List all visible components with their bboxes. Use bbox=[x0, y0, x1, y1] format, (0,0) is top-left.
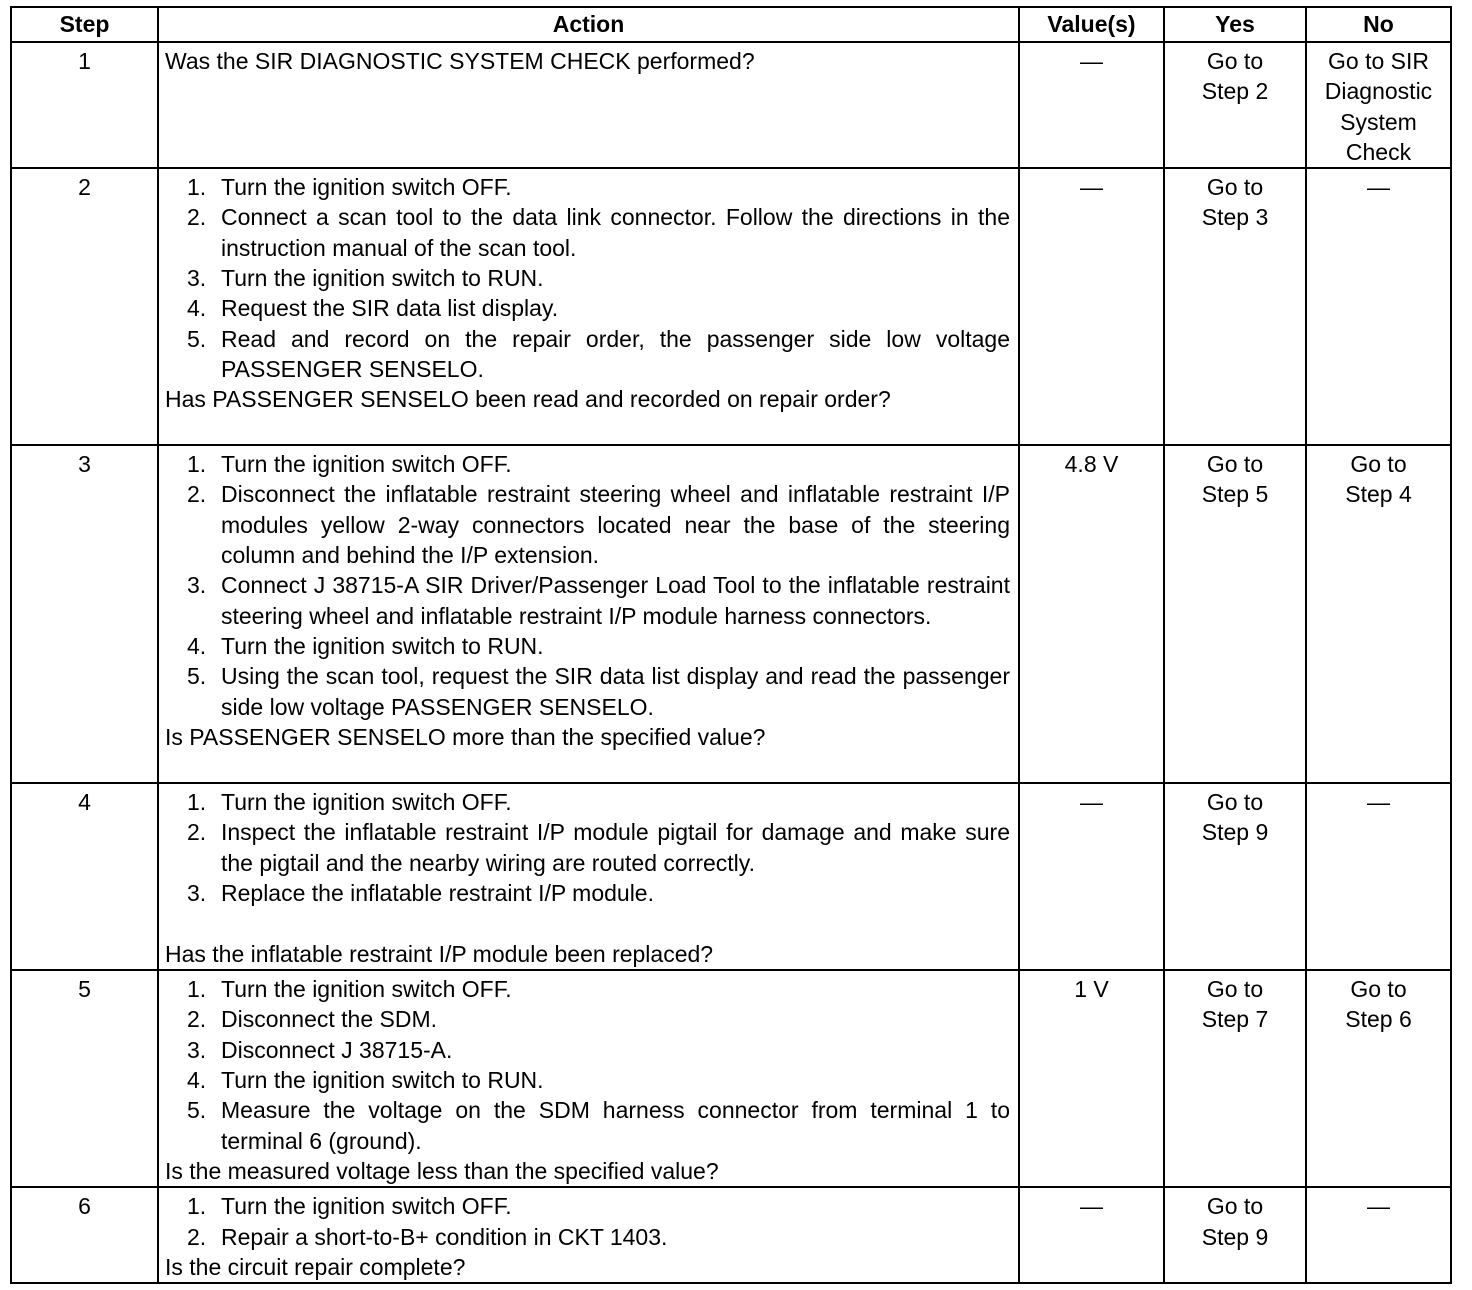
yes-cell-line: Go to bbox=[1206, 789, 1264, 816]
substep-number: 3. bbox=[187, 880, 207, 907]
substep-item bbox=[187, 1065, 1010, 1095]
substep-number: 4. bbox=[187, 295, 207, 322]
table-body bbox=[11, 42, 1451, 1283]
substep-item bbox=[187, 661, 1010, 722]
substep-text: Disconnect the inflatable restraint steering wheel and inflatable restraint I/P modules yellow 2-way connectors located near the base of the steering column and behind the I/P extension. bbox=[221, 481, 1010, 569]
substep-list bbox=[165, 1191, 1010, 1252]
substep-text: Turn the ignition switch OFF. bbox=[221, 1193, 512, 1220]
yes-cell-line: Step 7 bbox=[1201, 1006, 1269, 1033]
action-cell bbox=[158, 445, 1019, 783]
step-question: Is the circuit repair complete? bbox=[165, 1253, 466, 1280]
yes-cell-line: Step 9 bbox=[1201, 819, 1269, 846]
step-question: Is PASSENGER SENSELO more than the specified value? bbox=[165, 723, 766, 750]
yes-cell bbox=[1164, 783, 1306, 970]
substep-text: Connect J 38715-A SIR Driver/Passenger Load Tool to the inflatable restraint steering wheel and inflatable restraint I/P module harness connectors. bbox=[221, 572, 1010, 629]
action-cell bbox=[158, 970, 1019, 1187]
substep-text: Request the SIR data list display. bbox=[221, 295, 559, 322]
no-cell bbox=[1306, 1187, 1451, 1283]
substep-item bbox=[187, 263, 1010, 293]
header-yes: Yes bbox=[1164, 7, 1306, 42]
substep-item bbox=[187, 631, 1010, 661]
substep-text: Repair a short-to-B+ condition in CKT 1403. bbox=[221, 1223, 668, 1250]
no-cell-line: System bbox=[1340, 108, 1417, 135]
substep-number: 5. bbox=[187, 1097, 207, 1124]
table-row bbox=[11, 970, 1451, 1187]
yes-cell-line: Go to bbox=[1206, 174, 1264, 201]
header-no: No bbox=[1306, 7, 1451, 42]
substep-number: 4. bbox=[187, 632, 207, 659]
header-action: Action bbox=[158, 7, 1019, 42]
no-cell bbox=[1306, 168, 1451, 445]
header-row bbox=[11, 7, 1451, 42]
substep-item bbox=[187, 324, 1010, 385]
substep-item bbox=[187, 1095, 1010, 1156]
substep-text: Using the scan tool, request the SIR data list display and read the passenger side low voltage PASSENGER SENSELO. bbox=[221, 663, 1010, 720]
table-row bbox=[11, 783, 1451, 970]
substep-item bbox=[187, 787, 1010, 817]
no-cell bbox=[1306, 42, 1451, 168]
value-cell: — bbox=[1019, 42, 1164, 168]
substep-text: Turn the ignition switch OFF. bbox=[221, 174, 512, 201]
substep-item bbox=[187, 570, 1010, 631]
blank-line bbox=[165, 908, 1010, 938]
no-cell-line: — bbox=[1367, 1193, 1390, 1220]
yes-cell bbox=[1164, 1187, 1306, 1283]
table-row bbox=[11, 168, 1451, 445]
yes-cell-line: Step 5 bbox=[1201, 481, 1269, 508]
action-cell bbox=[158, 783, 1019, 970]
value-cell: 1 V bbox=[1019, 970, 1164, 1187]
substep-item bbox=[187, 449, 1010, 479]
no-cell bbox=[1306, 970, 1451, 1187]
substep-list bbox=[165, 974, 1010, 1156]
substep-text: Turn the ignition switch OFF. bbox=[221, 789, 512, 816]
table-row bbox=[11, 42, 1451, 168]
substep-text: Turn the ignition switch to RUN. bbox=[221, 632, 544, 659]
substep-number: 1. bbox=[187, 174, 207, 201]
substep-text: Measure the voltage on the SDM harness connector from terminal 1 to terminal 6 (ground). bbox=[221, 1097, 1010, 1154]
substep-list bbox=[165, 787, 1010, 908]
value-cell: — bbox=[1019, 1187, 1164, 1283]
substep-number: 2. bbox=[187, 1006, 207, 1033]
no-cell-line: Diagnostic bbox=[1324, 78, 1433, 105]
header-values: Value(s) bbox=[1019, 7, 1164, 42]
substep-item bbox=[187, 1035, 1010, 1065]
step-number: 6 bbox=[11, 1187, 158, 1283]
step-number: 4 bbox=[11, 783, 158, 970]
yes-cell-line: Go to bbox=[1206, 1193, 1264, 1220]
substep-item bbox=[187, 878, 1010, 908]
substep-number: 3. bbox=[187, 572, 207, 599]
substep-number: 4. bbox=[187, 1067, 207, 1094]
action-cell bbox=[158, 168, 1019, 445]
substep-number: 2. bbox=[187, 1223, 207, 1250]
substep-item bbox=[187, 974, 1010, 1004]
yes-cell bbox=[1164, 445, 1306, 783]
table-row bbox=[11, 445, 1451, 783]
substep-number: 5. bbox=[187, 325, 207, 352]
no-cell-line: Step 4 bbox=[1345, 481, 1412, 508]
step-question: Has PASSENGER SENSELO been read and recorded on repair order? bbox=[165, 386, 891, 413]
substep-item bbox=[187, 479, 1010, 570]
value-cell: — bbox=[1019, 783, 1164, 970]
substep-item bbox=[187, 1004, 1010, 1034]
substep-text: Connect a scan tool to the data link connector. Follow the directions in the instruction manual of the scan tool. bbox=[221, 204, 1010, 261]
yes-cell bbox=[1164, 970, 1306, 1187]
step-question: Is the measured voltage less than the specified value? bbox=[165, 1157, 719, 1184]
substep-item bbox=[187, 1191, 1010, 1221]
no-cell-line: Go to bbox=[1350, 976, 1407, 1003]
yes-cell-line: Go to bbox=[1206, 48, 1264, 74]
yes-cell-line: Go to bbox=[1206, 976, 1264, 1003]
no-cell-line: Step 6 bbox=[1345, 1006, 1412, 1033]
substep-number: 3. bbox=[187, 265, 207, 292]
yes-cell bbox=[1164, 42, 1306, 168]
header-step: Step bbox=[11, 7, 158, 42]
substep-number: 2. bbox=[187, 481, 207, 508]
substep-item bbox=[187, 1222, 1010, 1252]
substep-number: 1. bbox=[187, 976, 207, 1003]
substep-text: Turn the ignition switch OFF. bbox=[221, 451, 512, 478]
step-question: Was the SIR DIAGNOSTIC SYSTEM CHECK performed? bbox=[165, 48, 755, 74]
yes-cell-line: Step 2 bbox=[1201, 78, 1269, 105]
diagnostic-table bbox=[10, 6, 1452, 1284]
step-number: 2 bbox=[11, 168, 158, 445]
yes-cell bbox=[1164, 168, 1306, 445]
substep-number: 5. bbox=[187, 663, 207, 690]
value-cell: 4.8 V bbox=[1019, 445, 1164, 783]
value-cell: — bbox=[1019, 168, 1164, 445]
action-cell bbox=[158, 42, 1019, 168]
no-cell-line: Check bbox=[1345, 138, 1412, 165]
substep-item bbox=[187, 172, 1010, 202]
substep-number: 3. bbox=[187, 1036, 207, 1063]
substep-text: Disconnect J 38715-A. bbox=[221, 1036, 453, 1063]
no-cell-line: Go to SIR bbox=[1328, 48, 1429, 74]
substep-text: Disconnect the SDM. bbox=[221, 1006, 438, 1033]
substep-text: Turn the ignition switch OFF. bbox=[221, 976, 512, 1003]
substep-number: 1. bbox=[187, 1193, 207, 1220]
yes-cell-line: Step 9 bbox=[1201, 1223, 1269, 1250]
substep-number: 2. bbox=[187, 204, 207, 231]
substep-item bbox=[187, 202, 1010, 263]
substep-text: Turn the ignition switch to RUN. bbox=[221, 1067, 544, 1094]
substep-text: Read and record on the repair order, the passenger side low voltage PASSENGER SENSELO. bbox=[221, 325, 1010, 382]
yes-cell-line: Step 3 bbox=[1201, 204, 1269, 231]
substep-number: 2. bbox=[187, 819, 207, 846]
step-number: 3 bbox=[11, 445, 158, 783]
no-cell-line: Go to bbox=[1350, 451, 1407, 478]
substep-number: 1. bbox=[187, 451, 207, 478]
substep-text: Inspect the inflatable restraint I/P module pigtail for damage and make sure the pigtail and the nearby wiring are routed correctly. bbox=[221, 819, 1010, 876]
step-question: Has the inflatable restraint I/P module been replaced? bbox=[165, 940, 714, 967]
substep-text: Replace the inflatable restraint I/P module. bbox=[221, 880, 654, 907]
yes-cell-line: Go to bbox=[1206, 451, 1264, 478]
table-row bbox=[11, 1187, 1451, 1283]
no-cell bbox=[1306, 445, 1451, 783]
substep-list bbox=[165, 449, 1010, 722]
no-cell-line: — bbox=[1367, 174, 1390, 201]
substep-item bbox=[187, 293, 1010, 323]
step-number: 1 bbox=[11, 42, 158, 168]
action-cell bbox=[158, 1187, 1019, 1283]
substep-text: Turn the ignition switch to RUN. bbox=[221, 265, 544, 292]
substep-list bbox=[165, 172, 1010, 384]
substep-item bbox=[187, 817, 1010, 878]
no-cell bbox=[1306, 783, 1451, 970]
substep-number: 1. bbox=[187, 789, 207, 816]
step-number: 5 bbox=[11, 970, 158, 1187]
no-cell-line: — bbox=[1367, 789, 1390, 816]
